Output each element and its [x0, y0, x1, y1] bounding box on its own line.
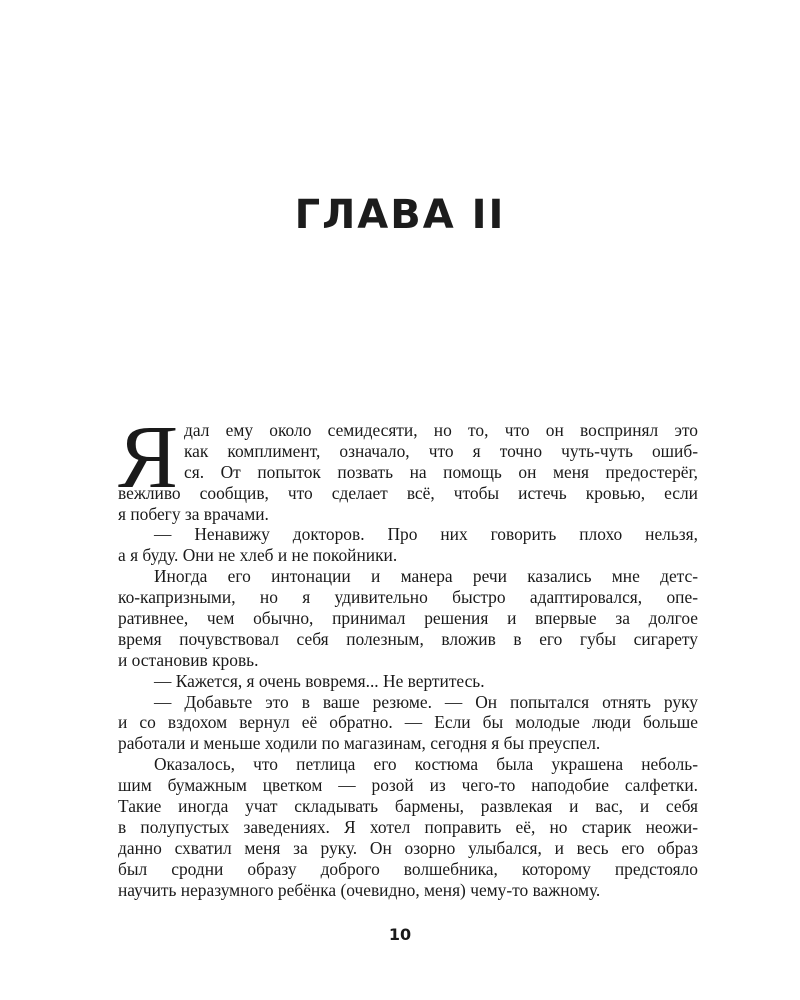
text-line: был сродни образу доброго волшебника, которому предстояло: [118, 858, 698, 879]
text-line: как комплимент, означало, что я точно чуть-чуть ошиб-: [184, 440, 698, 461]
text-line: и остановив кровь.: [118, 649, 259, 670]
text-line: я побегу за врачами.: [118, 503, 269, 524]
page-number: 10: [388, 925, 412, 944]
text-line: ративнее, чем обычно, принимал решения и впервые за долгое: [118, 608, 698, 629]
text-line: время почувствовал себя полезным, вложив в его губы сигарету: [118, 628, 698, 649]
text-line: а я буду. Они не хлеб и не покойники.: [118, 545, 398, 566]
text-line: ся. От попыток позвать на помощь он меня предостерёг,: [184, 461, 698, 482]
text-line: дал ему около семидесяти, но то, что он воспринял это: [184, 420, 698, 440]
chapter-title: ГЛАВА II: [294, 192, 506, 238]
text-line: научить неразумного ребёнка (очевидно, меня) чему-то важному.: [118, 879, 601, 900]
text-line: в полупустых заведениях. Я хотел поправить её, но старик неожи-: [118, 816, 698, 837]
text-line: Иногда его интонации и манера речи казались мне детс-: [154, 566, 698, 587]
text-line: — Кажется, я очень вовремя... Не вертитесь.: [154, 670, 485, 691]
text-line: вежливо сообщив, что сделает всё, чтобы истечь кровью, если: [118, 482, 698, 503]
drop-cap: Я: [118, 408, 179, 507]
text-line: — Добавьте это в ваше резюме. — Он попытался отнять руку: [154, 691, 698, 712]
text-line: шим бумажным цветком — розой из чего-то наподобие салфетки.: [118, 775, 698, 796]
text-line: Такие иногда учат складывать бармены, развлекая и вас, и себя: [118, 796, 698, 817]
text-line: и со вздохом вернул её обратно. — Если бы молодые люди больше: [118, 712, 698, 733]
text-line: ко-капризными, но я удивительно быстро адаптировался, опе-: [118, 587, 698, 608]
text-line: Оказалось, что петлица его костюма была украшена неболь-: [154, 754, 698, 775]
text-line: работали и меньше ходили по магазинам, сегодня я бы преуспел.: [118, 733, 601, 754]
text-line: — Ненавижу докторов. Про них говорить плохо нельзя,: [154, 524, 698, 545]
body-text: [118, 408, 698, 900]
text-line: данно схватил меня за руку. Он озорно улыбался, и весь его образ: [118, 837, 698, 858]
